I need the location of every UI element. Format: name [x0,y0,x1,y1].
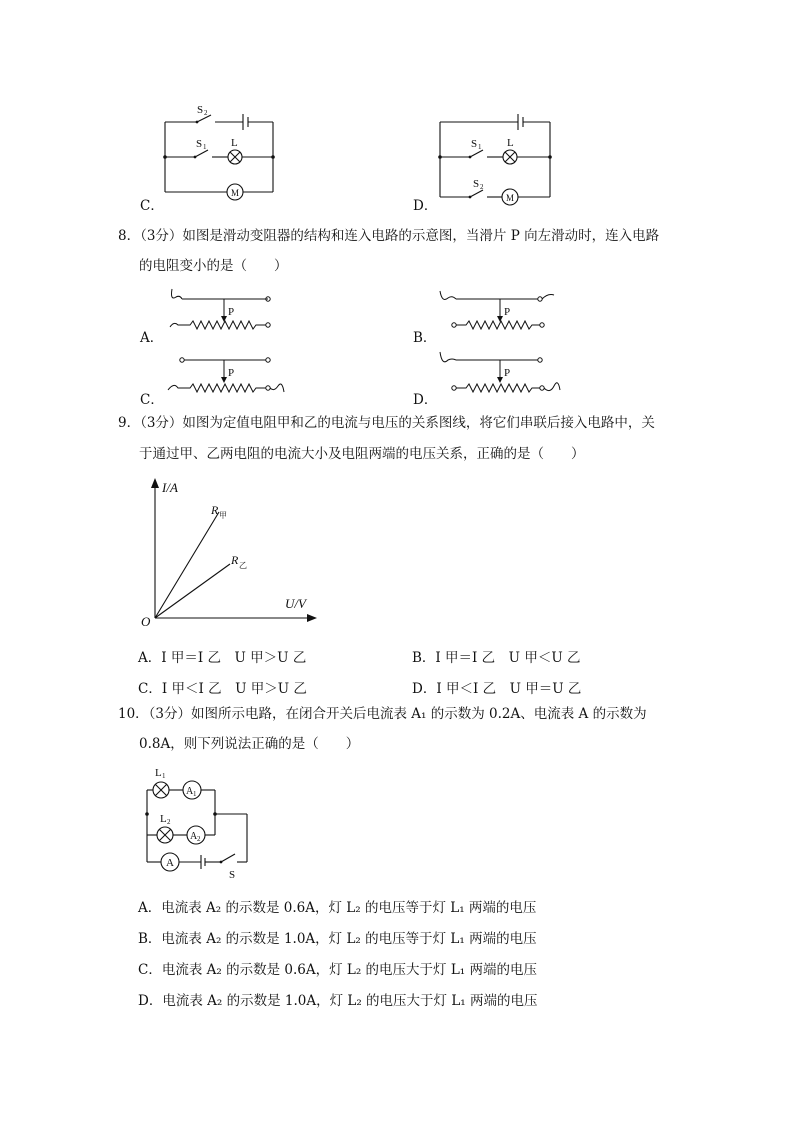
q10-option-d[interactable]: D．电流表 A₂ 的示数是 1.0A，灯 L₂ 的电压大于灯 L₁ 两端的电压 [138,993,538,1009]
svg-text:2: 2 [167,818,171,826]
q8-option-d[interactable]: D． [413,392,438,408]
svg-text:甲: 甲 [219,511,227,520]
q8-rheostat-c [160,348,290,408]
svg-text:S: S [473,178,480,190]
svg-text:1: 1 [203,143,207,151]
q9-option-b[interactable]: B．I 甲＝I 乙 U 甲＜U 乙 [412,650,581,666]
svg-text:L: L [507,137,514,149]
svg-text:1: 1 [162,772,166,780]
svg-text:P: P [228,367,235,379]
x-axis-label: U/V [285,596,306,611]
switch-label: S [229,869,236,880]
svg-text:2: 2 [204,109,208,117]
svg-text:P: P [504,306,511,318]
svg-text:2: 2 [197,835,201,843]
motor-label: M [231,188,240,198]
q8-option-a[interactable]: A． [140,330,164,346]
l2-label: L [160,813,167,825]
l1-label: L [155,767,162,779]
svg-text:2: 2 [480,183,484,191]
r-yi-label: R [231,553,239,567]
svg-text:P: P [504,367,511,379]
r-yi-line [155,564,230,618]
q7-circuit-c [155,100,285,210]
q7-circuit-d [430,100,560,210]
q7-option-d-label[interactable]: D． [413,198,438,214]
q7-option-c-label[interactable]: C． [140,198,164,214]
q9-option-a[interactable]: A．I 甲＝I 乙 U 甲＞U 乙 [138,650,307,666]
q10-stem-line1: 10．（3分）如图所示电路，在闭合开关后电流表 A₁ 的示数为 0.2A、电流表 A 的示数为 [118,706,647,722]
q10-option-c[interactable]: C．电流表 A₂ 的示数是 0.6A，灯 L₂ 的电压大于灯 L₁ 两端的电压 [138,962,538,978]
svg-text:M: M [506,193,515,203]
q10-option-a[interactable]: A．电流表 A₂ 的示数是 0.6A，灯 L₂ 的电压等于灯 L₁ 两端的电压 [138,900,537,916]
lamp-label: L [231,137,238,149]
s2-label: S [197,104,204,116]
origin-label: O [141,614,151,629]
q10-stem-line2: 0.8A，则下列说法正确的是（ ） [139,736,360,752]
q9-iu-graph [135,472,325,632]
q9-option-d[interactable]: D．I 甲＜I 乙 U 甲＝U 乙 [412,681,582,697]
svg-text:1: 1 [478,143,482,151]
a2-meter-label: A [190,831,198,842]
q8-rheostat-b [432,285,562,345]
q10-circuit [135,762,260,880]
svg-text:1: 1 [193,790,197,798]
q9-stem-line1: 9．（3分）如图为定值电阻甲和乙的电流与电压的关系图线，将它们串联后接入电路中，关 [118,415,655,431]
q8-stem-line1: 8．（3分）如图是滑动变阻器的结构和连入电路的示意图，当滑片 P 向左滑动时，连入电路 [118,228,660,244]
s1-label: S [196,138,203,150]
r-jia-label: R [211,503,219,517]
q8-option-c[interactable]: C． [140,392,164,408]
q8-rheostat-a [160,285,280,345]
q8-option-b[interactable]: B． [413,330,437,346]
q8-rheostat-d [432,348,562,408]
y-axis-label: I/A [162,480,178,495]
r-jia-line [155,512,219,618]
a1-meter-label: A [186,786,194,797]
a-meter-label: A [166,857,174,869]
q10-option-b[interactable]: B．电流表 A₂ 的示数是 1.0A，灯 L₂ 的电压等于灯 L₁ 两端的电压 [138,931,537,947]
svg-text:乙: 乙 [239,561,247,570]
svg-text:P: P [228,306,235,318]
q8-stem-line2: 的电阻变小的是（ ） [139,258,288,274]
q9-option-c[interactable]: C．I 甲＜I 乙 U 甲＞U 乙 [138,681,307,697]
q9-stem-line2: 于通过甲、乙两电阻的电流大小及电阻两端的电压关系，正确的是（ ） [139,446,585,462]
svg-text:S: S [471,138,478,150]
